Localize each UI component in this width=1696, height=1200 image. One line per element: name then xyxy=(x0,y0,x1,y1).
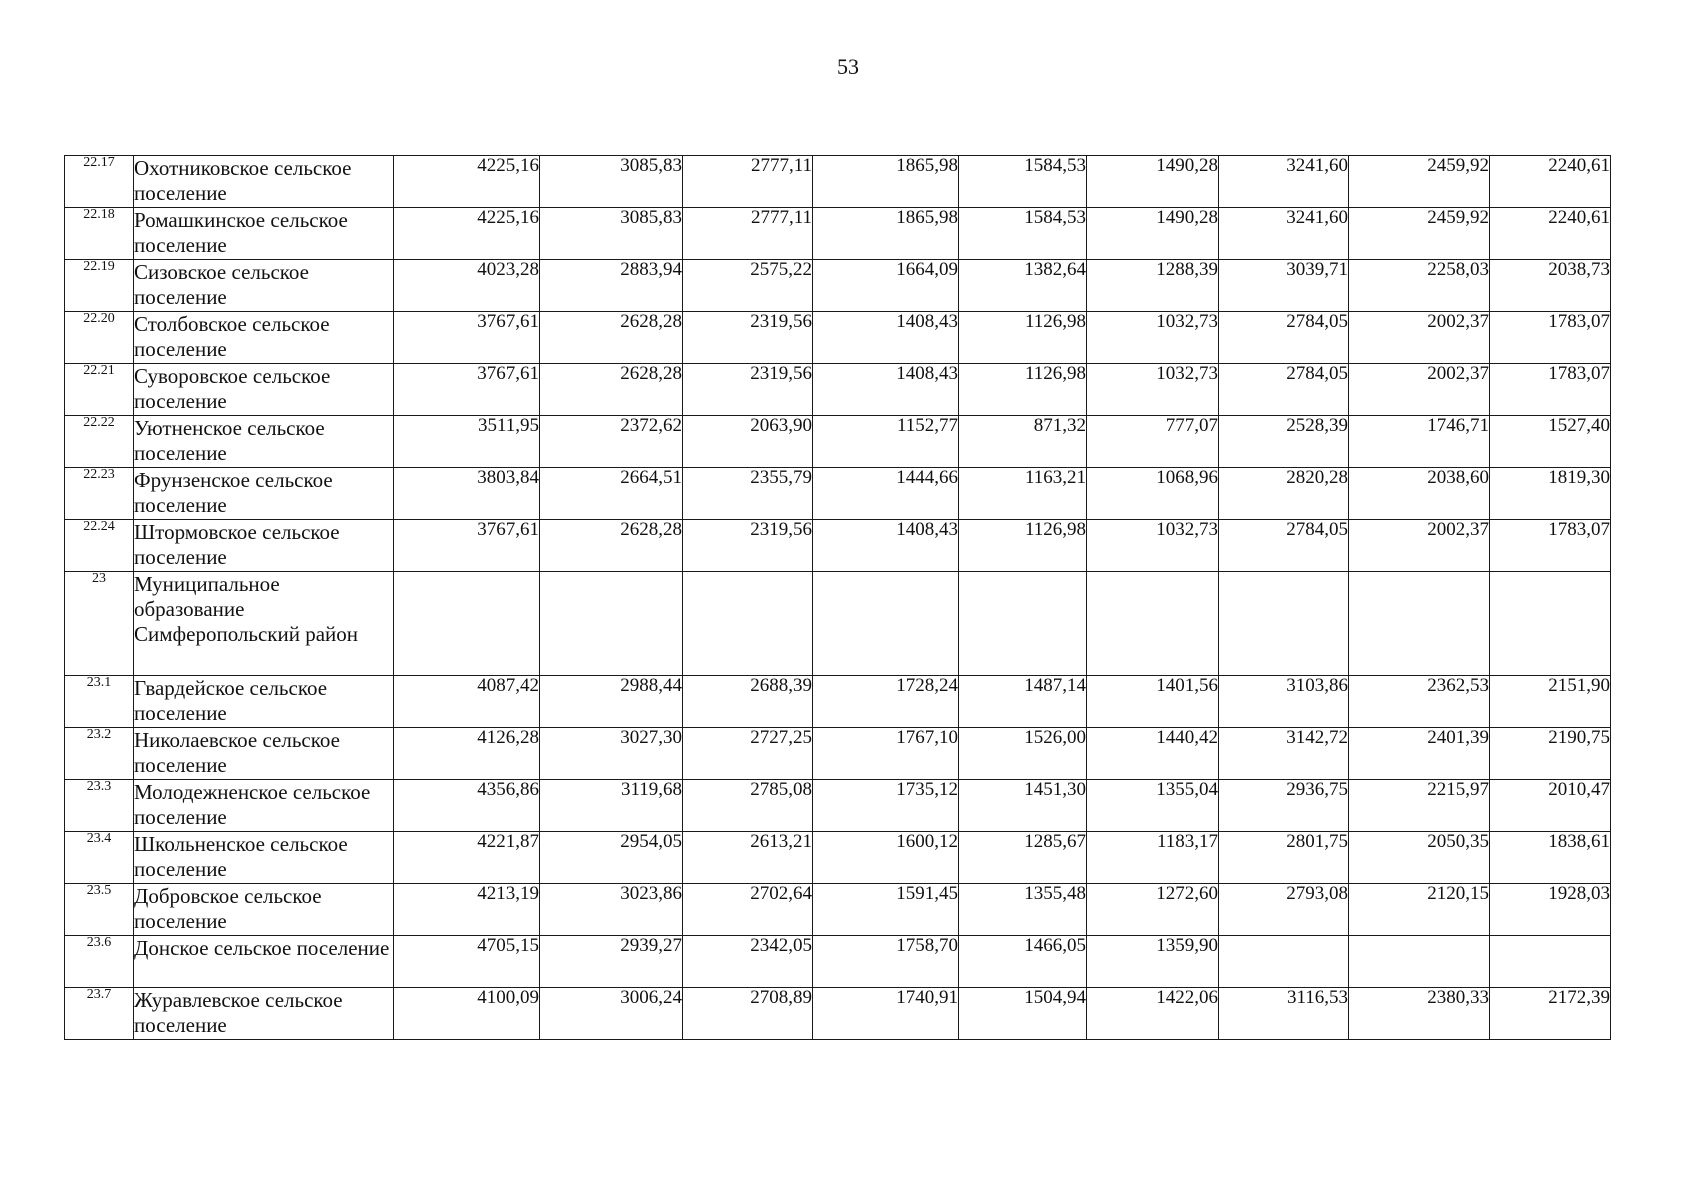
value-cell: 4225,16 xyxy=(394,156,540,208)
value-cell: 2319,56 xyxy=(683,312,813,364)
row-number: 22.23 xyxy=(65,468,134,520)
value-cell: 1032,73 xyxy=(1087,520,1219,572)
table-row xyxy=(65,156,1611,208)
value-cell: 2784,05 xyxy=(1219,312,1349,364)
row-number: 23.3 xyxy=(65,780,134,832)
value-cell: 2939,27 xyxy=(540,936,683,988)
value-cell: 4087,42 xyxy=(394,676,540,728)
value-cell: 1444,66 xyxy=(813,468,959,520)
value-cell: 1382,64 xyxy=(959,260,1087,312)
value-cell: 1526,00 xyxy=(959,728,1087,780)
value-cell: 2954,05 xyxy=(540,832,683,884)
value-cell: 3085,83 xyxy=(540,156,683,208)
settlement-name: Донское сельское поселение xyxy=(134,936,394,988)
settlement-name: Молодежненское сельское поселение xyxy=(134,780,394,832)
value-cell: 1032,73 xyxy=(1087,364,1219,416)
row-number: 23.4 xyxy=(65,832,134,884)
value-cell: 1664,09 xyxy=(813,260,959,312)
value-cell xyxy=(1219,936,1349,988)
value-cell: 3027,30 xyxy=(540,728,683,780)
value-cell: 1490,28 xyxy=(1087,208,1219,260)
value-cell: 3119,68 xyxy=(540,780,683,832)
table-row xyxy=(65,832,1611,884)
value-cell: 1758,70 xyxy=(813,936,959,988)
value-cell: 2820,28 xyxy=(1219,468,1349,520)
value-cell: 4705,15 xyxy=(394,936,540,988)
value-cell: 1068,96 xyxy=(1087,468,1219,520)
value-cell: 2613,21 xyxy=(683,832,813,884)
value-cell: 1928,03 xyxy=(1490,884,1611,936)
value-cell: 2342,05 xyxy=(683,936,813,988)
table-row xyxy=(65,312,1611,364)
row-number: 23.1 xyxy=(65,676,134,728)
value-cell: 1728,24 xyxy=(813,676,959,728)
row-number: 22.22 xyxy=(65,416,134,468)
settlement-name: Ромашкинское сельское поселение xyxy=(134,208,394,260)
row-number: 23 xyxy=(65,572,134,676)
value-cell: 2688,39 xyxy=(683,676,813,728)
value-cell: 1408,43 xyxy=(813,312,959,364)
value-cell: 1359,90 xyxy=(1087,936,1219,988)
value-cell: 3767,61 xyxy=(394,520,540,572)
table-row xyxy=(65,884,1611,936)
settlement-name: Суворовское сельское поселение xyxy=(134,364,394,416)
value-cell: 4023,28 xyxy=(394,260,540,312)
value-cell: 2002,37 xyxy=(1349,364,1490,416)
value-cell: 3803,84 xyxy=(394,468,540,520)
value-cell: 1440,42 xyxy=(1087,728,1219,780)
table-row xyxy=(65,364,1611,416)
value-cell: 1865,98 xyxy=(813,156,959,208)
value-cell: 2380,33 xyxy=(1349,988,1490,1040)
value-cell: 3241,60 xyxy=(1219,208,1349,260)
table-body xyxy=(65,156,1611,1040)
table-row xyxy=(65,572,1611,676)
value-cell: 1032,73 xyxy=(1087,312,1219,364)
page-number: 53 xyxy=(837,54,859,79)
row-number: 23.5 xyxy=(65,884,134,936)
value-cell: 2785,08 xyxy=(683,780,813,832)
row-number: 22.19 xyxy=(65,260,134,312)
value-cell: 3006,24 xyxy=(540,988,683,1040)
value-cell: 4356,86 xyxy=(394,780,540,832)
value-cell: 1591,45 xyxy=(813,884,959,936)
value-cell: 777,07 xyxy=(1087,416,1219,468)
value-cell: 2063,90 xyxy=(683,416,813,468)
value-cell: 2355,79 xyxy=(683,468,813,520)
value-cell: 2777,11 xyxy=(683,208,813,260)
value-cell: 1504,94 xyxy=(959,988,1087,1040)
value-cell: 2988,44 xyxy=(540,676,683,728)
value-cell: 2708,89 xyxy=(683,988,813,1040)
value-cell: 1163,21 xyxy=(959,468,1087,520)
value-cell: 1865,98 xyxy=(813,208,959,260)
value-cell xyxy=(959,572,1087,676)
value-cell: 2215,97 xyxy=(1349,780,1490,832)
value-cell xyxy=(540,572,683,676)
value-cell: 3039,71 xyxy=(1219,260,1349,312)
value-cell: 1746,71 xyxy=(1349,416,1490,468)
value-cell: 1740,91 xyxy=(813,988,959,1040)
value-cell: 1408,43 xyxy=(813,520,959,572)
settlement-name: Сизовское сельское поселение xyxy=(134,260,394,312)
value-cell: 2319,56 xyxy=(683,364,813,416)
value-cell: 3085,83 xyxy=(540,208,683,260)
row-number: 22.20 xyxy=(65,312,134,364)
value-cell xyxy=(1490,572,1611,676)
value-cell: 2120,15 xyxy=(1349,884,1490,936)
settlement-name: Школьненское сельское поселение xyxy=(134,832,394,884)
value-cell: 3767,61 xyxy=(394,312,540,364)
value-cell: 2190,75 xyxy=(1490,728,1611,780)
tariff-table xyxy=(64,155,1611,1040)
value-cell: 2936,75 xyxy=(1219,780,1349,832)
table-row xyxy=(65,520,1611,572)
value-cell: 2883,94 xyxy=(540,260,683,312)
value-cell: 2664,51 xyxy=(540,468,683,520)
value-cell: 4221,87 xyxy=(394,832,540,884)
row-number: 23.6 xyxy=(65,936,134,988)
value-cell: 2010,47 xyxy=(1490,780,1611,832)
value-cell: 2528,39 xyxy=(1219,416,1349,468)
value-cell: 1272,60 xyxy=(1087,884,1219,936)
value-cell: 1490,28 xyxy=(1087,156,1219,208)
value-cell: 1783,07 xyxy=(1490,520,1611,572)
value-cell: 871,32 xyxy=(959,416,1087,468)
value-cell: 2038,73 xyxy=(1490,260,1611,312)
value-cell: 4126,28 xyxy=(394,728,540,780)
settlement-name: Гвардейское сельское поселение xyxy=(134,676,394,728)
value-cell: 2240,61 xyxy=(1490,156,1611,208)
settlement-name: Фрунзенское сельское поселение xyxy=(134,468,394,520)
value-cell xyxy=(683,572,813,676)
table-row xyxy=(65,936,1611,988)
value-cell: 2172,39 xyxy=(1490,988,1611,1040)
value-cell: 3103,86 xyxy=(1219,676,1349,728)
table-row xyxy=(65,416,1611,468)
table-row xyxy=(65,988,1611,1040)
value-cell: 1767,10 xyxy=(813,728,959,780)
value-cell: 1355,48 xyxy=(959,884,1087,936)
value-cell: 2459,92 xyxy=(1349,208,1490,260)
value-cell xyxy=(1087,572,1219,676)
value-cell: 1285,67 xyxy=(959,832,1087,884)
value-cell: 1408,43 xyxy=(813,364,959,416)
value-cell xyxy=(1490,936,1611,988)
value-cell: 2362,53 xyxy=(1349,676,1490,728)
value-cell: 4225,16 xyxy=(394,208,540,260)
value-cell: 2002,37 xyxy=(1349,520,1490,572)
value-cell: 2240,61 xyxy=(1490,208,1611,260)
value-cell: 1183,17 xyxy=(1087,832,1219,884)
value-cell: 2401,39 xyxy=(1349,728,1490,780)
value-cell: 1126,98 xyxy=(959,520,1087,572)
value-cell: 1783,07 xyxy=(1490,364,1611,416)
value-cell: 3142,72 xyxy=(1219,728,1349,780)
value-cell: 2727,25 xyxy=(683,728,813,780)
row-number: 23.2 xyxy=(65,728,134,780)
value-cell: 2459,92 xyxy=(1349,156,1490,208)
value-cell: 1838,61 xyxy=(1490,832,1611,884)
value-cell: 1819,30 xyxy=(1490,468,1611,520)
settlement-name: Николаевское сельское поселение xyxy=(134,728,394,780)
value-cell: 1288,39 xyxy=(1087,260,1219,312)
row-number: 22.17 xyxy=(65,156,134,208)
value-cell: 3116,53 xyxy=(1219,988,1349,1040)
value-cell: 2793,08 xyxy=(1219,884,1349,936)
value-cell: 1466,05 xyxy=(959,936,1087,988)
settlement-name: Штормовское сельское поселение xyxy=(134,520,394,572)
value-cell: 2258,03 xyxy=(1349,260,1490,312)
value-cell: 2784,05 xyxy=(1219,520,1349,572)
value-cell: 2628,28 xyxy=(540,312,683,364)
settlement-name: Уютненское сельское поселение xyxy=(134,416,394,468)
value-cell: 1126,98 xyxy=(959,364,1087,416)
value-cell xyxy=(1349,936,1490,988)
value-cell: 3023,86 xyxy=(540,884,683,936)
value-cell: 1600,12 xyxy=(813,832,959,884)
value-cell: 2050,35 xyxy=(1349,832,1490,884)
value-cell: 2628,28 xyxy=(540,364,683,416)
value-cell: 1487,14 xyxy=(959,676,1087,728)
value-cell: 2777,11 xyxy=(683,156,813,208)
value-cell xyxy=(813,572,959,676)
settlement-name: Столбовское сельское поселение xyxy=(134,312,394,364)
settlement-name: Охотниковское сельское поселение xyxy=(134,156,394,208)
settlement-name: Добровское сельское поселение xyxy=(134,884,394,936)
value-cell: 1422,06 xyxy=(1087,988,1219,1040)
value-cell: 1527,40 xyxy=(1490,416,1611,468)
value-cell: 2372,62 xyxy=(540,416,683,468)
table-row xyxy=(65,676,1611,728)
value-cell: 2151,90 xyxy=(1490,676,1611,728)
table-row xyxy=(65,728,1611,780)
value-cell: 1355,04 xyxy=(1087,780,1219,832)
value-cell: 2784,05 xyxy=(1219,364,1349,416)
table-row xyxy=(65,468,1611,520)
value-cell xyxy=(1349,572,1490,676)
value-cell: 1152,77 xyxy=(813,416,959,468)
settlement-name: Муниципальное образование Симферопольский район xyxy=(134,572,394,676)
row-number: 23.7 xyxy=(65,988,134,1040)
value-cell: 1401,56 xyxy=(1087,676,1219,728)
row-number: 22.24 xyxy=(65,520,134,572)
table-row xyxy=(65,780,1611,832)
value-cell: 3511,95 xyxy=(394,416,540,468)
row-number: 22.21 xyxy=(65,364,134,416)
value-cell: 4100,09 xyxy=(394,988,540,1040)
value-cell: 1126,98 xyxy=(959,312,1087,364)
value-cell: 1584,53 xyxy=(959,156,1087,208)
value-cell xyxy=(1219,572,1349,676)
value-cell: 2702,64 xyxy=(683,884,813,936)
value-cell xyxy=(394,572,540,676)
value-cell: 1735,12 xyxy=(813,780,959,832)
table-row xyxy=(65,260,1611,312)
value-cell: 3241,60 xyxy=(1219,156,1349,208)
row-number: 22.18 xyxy=(65,208,134,260)
value-cell: 2002,37 xyxy=(1349,312,1490,364)
table-row xyxy=(65,208,1611,260)
value-cell: 4213,19 xyxy=(394,884,540,936)
value-cell: 1783,07 xyxy=(1490,312,1611,364)
value-cell: 1584,53 xyxy=(959,208,1087,260)
settlement-name: Журавлевское сельское поселение xyxy=(134,988,394,1040)
value-cell: 1451,30 xyxy=(959,780,1087,832)
value-cell: 2575,22 xyxy=(683,260,813,312)
value-cell: 2628,28 xyxy=(540,520,683,572)
value-cell: 2319,56 xyxy=(683,520,813,572)
value-cell: 2038,60 xyxy=(1349,468,1490,520)
value-cell: 3767,61 xyxy=(394,364,540,416)
value-cell: 2801,75 xyxy=(1219,832,1349,884)
